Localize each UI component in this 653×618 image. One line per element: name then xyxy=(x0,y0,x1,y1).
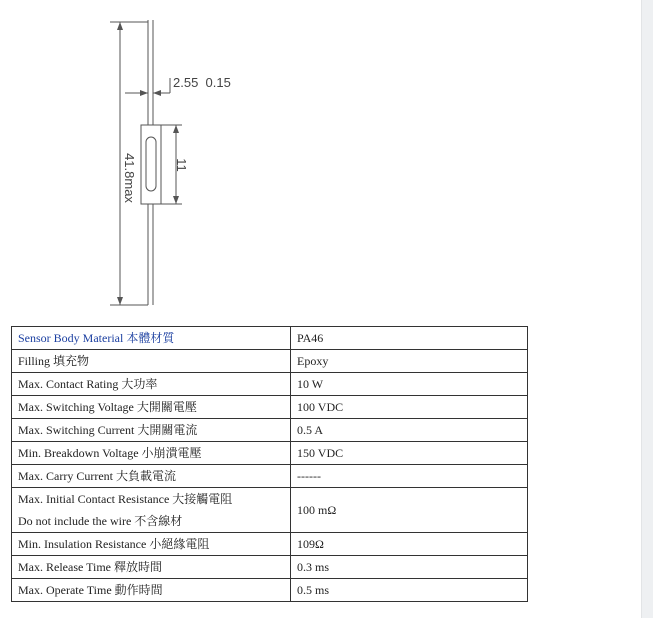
param-cell: Min. Insulation Resistance 小絕緣電阻 xyxy=(12,533,291,556)
param-cell: Max. Switching Voltage 大開關電壓 xyxy=(12,396,291,419)
table-row xyxy=(12,419,528,442)
table-row xyxy=(12,373,528,396)
value-cell: Epoxy xyxy=(291,350,528,373)
table-row xyxy=(12,350,528,373)
param-cell: Max. Operate Time 動作時間 xyxy=(12,579,291,602)
total-length-dimension: 41.8max xyxy=(122,153,137,203)
page-scrollbar-track[interactable] xyxy=(641,0,653,618)
value-cell: 0.5 ms xyxy=(291,579,528,602)
value-cell: 10 W xyxy=(291,373,528,396)
param-cell: Max. Contact Rating 大功率 xyxy=(12,373,291,396)
value-cell: ------ xyxy=(291,465,528,488)
sensor-dimension-drawing xyxy=(0,0,300,320)
param-cell: Max. Release Time 釋放時間 xyxy=(12,556,291,579)
table-row xyxy=(12,556,528,579)
sensor-body-material-link[interactable]: Sensor Body Material 本體材質 xyxy=(18,331,175,345)
table-row xyxy=(12,396,528,419)
param-cell xyxy=(12,327,291,350)
value-cell: 100 VDC xyxy=(291,396,528,419)
value-cell: 100 mΩ xyxy=(291,488,528,533)
param-cell xyxy=(12,488,291,533)
table-row xyxy=(12,579,528,602)
value-cell: 109Ω xyxy=(291,533,528,556)
param-cell: Filling 填充物 xyxy=(12,350,291,373)
table-row xyxy=(12,488,528,533)
value-cell: 150 VDC xyxy=(291,442,528,465)
value-cell: 0.3 ms xyxy=(291,556,528,579)
table-row xyxy=(12,533,528,556)
table-row xyxy=(12,465,528,488)
param-line: Max. Initial Contact Resistance 大接觸電阻 xyxy=(18,492,233,506)
body-length-dimension: 11 xyxy=(174,158,189,172)
specification-table xyxy=(11,326,528,602)
table-row xyxy=(12,327,528,350)
value-cell: PA46 xyxy=(291,327,528,350)
table-row xyxy=(12,442,528,465)
param-note: Do not include the wire 不含線材 xyxy=(18,514,183,528)
lead-thickness-dimension: 2.55 0.15 xyxy=(173,75,231,90)
value-cell: 0.5 A xyxy=(291,419,528,442)
param-cell: Min. Breakdown Voltage 小崩潰電壓 xyxy=(12,442,291,465)
param-cell: Max. Switching Current 大開關電流 xyxy=(12,419,291,442)
param-cell: Max. Carry Current 大負載電流 xyxy=(12,465,291,488)
